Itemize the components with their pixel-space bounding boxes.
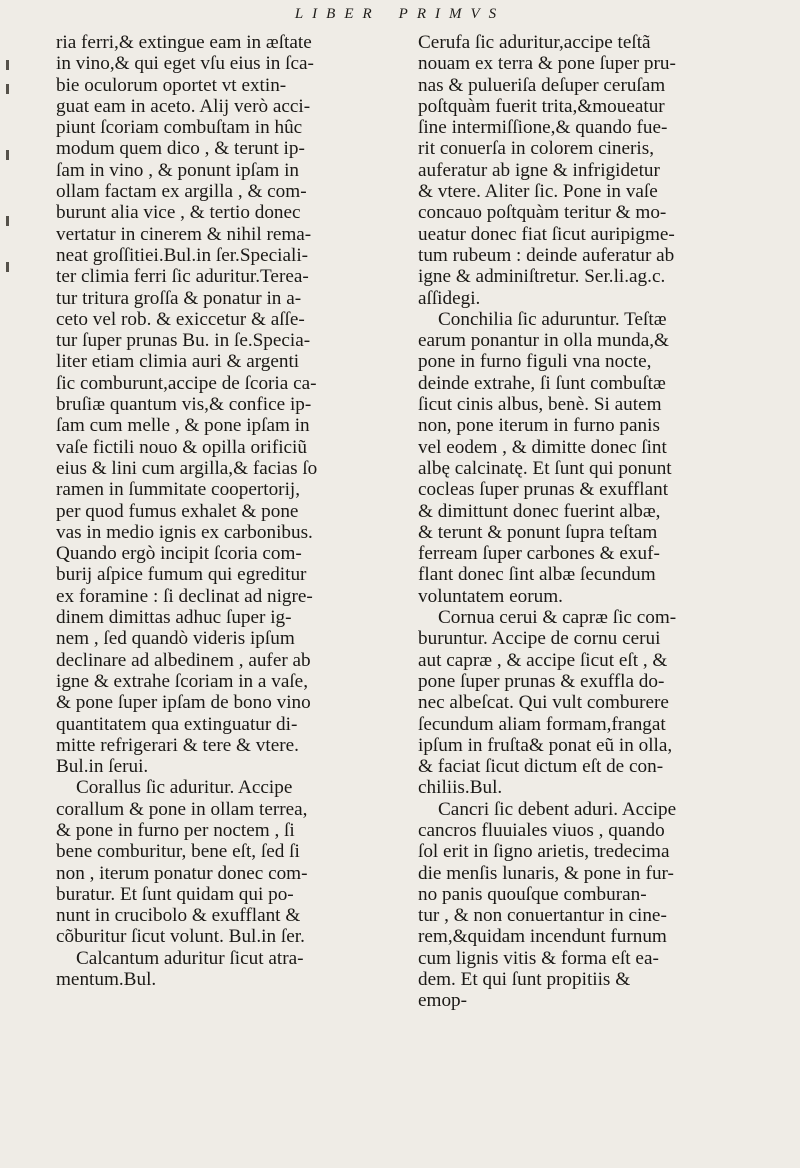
text-line: rem,&quidam incendunt furnum [418, 926, 667, 948]
text-line: flant donec ſint albæ ſecundum [418, 564, 656, 586]
text-line: ramen in ſummitate coopertorij, [56, 479, 301, 501]
text-line: ferream ſuper carbones & exuf- [418, 543, 660, 565]
text-line: cocleas ſuper prunas & exufflant [418, 479, 669, 501]
text-line: piunt ſcoriam combuſtam in hûc [56, 117, 303, 139]
text-line: ſicut cinis albus, benè. Si autem [418, 394, 662, 416]
text-line: cõburitur ſicut volunt. Bul.in ſer. [56, 926, 305, 948]
text-line: & terunt & ponunt ſupra teſtam [418, 521, 658, 543]
text-line: nas & pulueriſa deſuper ceruſam [418, 74, 666, 96]
text-line: ſam cum melle , & pone ipſam in [56, 415, 310, 437]
text-line: tum rubeum : deinde auferatur ab [418, 244, 675, 266]
header-word-liber: LIBER [294, 6, 381, 22]
header-word-primvs: PRIMVS [398, 6, 506, 22]
text-line: & pone ſuper ipſam de bono vino [56, 692, 311, 714]
text-line: voluntatem eorum. [418, 585, 563, 607]
text-line: corallum & pone in ollam terrea, [56, 798, 308, 820]
text-line: ria ferri,& extingue eam in æſtate [56, 32, 312, 53]
text-line: chiliis.Bul. [418, 777, 503, 799]
text-line: guat eam in aceto. Alij verò acci- [56, 95, 311, 117]
text-line: pone ſuper prunas & exuffla do- [418, 670, 665, 692]
text-line: aut capræ , & accipe ſicut eſt , & [418, 649, 668, 671]
text-line: igne & extrahe ſcoriam in a vaſe, [56, 670, 308, 692]
text-line: tur tritura groſſa & ponatur in a- [56, 287, 302, 309]
text-line: Calcantum aduritur ſicut atra- [76, 947, 304, 969]
text-line: ſecundum aliam formam,frangat [418, 713, 666, 735]
text-line: cancros fluuiales viuos , quando [418, 819, 665, 841]
text-line: ollam factam ex argilla , & com- [56, 181, 307, 203]
text-line: igne & adminiſtretur. Ser.li.ag.c. [418, 266, 666, 288]
text-line: nec albeſcat. Qui vult comburere [418, 692, 669, 714]
text-line: liter etiam climia auri & argenti [56, 351, 300, 373]
text-line: in vino,& qui eget vſu eius in ſca- [56, 53, 314, 75]
text-line: nem , ſed quandò videris ipſum [56, 628, 295, 650]
text-line: earum ponantur in olla munda,& [418, 330, 669, 352]
text-line: dinem dimittas adhuc ſuper ig- [56, 607, 292, 629]
text-line: Cornua cerui & capræ ſic com- [438, 607, 677, 629]
text-line: non, pone iterum in furno panis [418, 415, 660, 437]
text-line: & vtere. Aliter ſic. Pone in vaſe [418, 181, 658, 203]
text-line: modum quem dico , & terunt ip- [56, 138, 305, 160]
text-line: tur , & non conuertantur in cine- [418, 905, 667, 927]
text-line: no panis quouſque comburan- [418, 883, 647, 905]
text-line: Bul.in ſerui. [56, 756, 149, 778]
text-line: & faciat ſicut dictum eſt de con- [418, 756, 664, 778]
text-line: aſſidegi. [418, 287, 481, 309]
text-line: buruntur. Accipe de cornu cerui [418, 628, 661, 650]
text-line: Quando ergò incipit ſcoria com- [56, 543, 302, 565]
text-line: ſine intermiſſione,& quando fue- [418, 117, 668, 139]
text-line: emop- [418, 990, 468, 1012]
text-line: Conchilia ſic aduruntur. Teſtæ [438, 308, 667, 330]
text-line: mentum.Bul. [56, 969, 157, 991]
text-line: vertatur in cinerem & nihil rema- [56, 223, 312, 245]
text-line: quantitatem qua extinguatur di- [56, 713, 298, 735]
text-line: Cerufa ſic aduritur,accipe teſtã [418, 32, 651, 53]
text-line: non , iterum ponatur donec com- [56, 862, 308, 884]
text-line: burij aſpice fumum qui egreditur [56, 564, 307, 586]
text-line: pone in furno figuli vna nocte, [418, 351, 652, 373]
text-line: nunt in crucibolo & exufflant & [56, 905, 301, 927]
text-line: vas in medio ignis ex carbonibus. [56, 521, 313, 543]
text-line: cum lignis vitis & forma eſt ea- [418, 947, 659, 969]
text-line: rit conuerſa in colorem cineris, [418, 138, 655, 160]
text-line: deinde extrahe, ſi ſunt combuſtæ [418, 372, 666, 394]
text-line: ex foramine : ſi declinat ad nigre- [56, 585, 313, 607]
text-line: vel eodem , & dimitte donec ſint [418, 436, 667, 458]
text-line: buratur. Et ſunt quidam qui po- [56, 883, 294, 905]
text-line: concauo poſtquàm teritur & mo- [418, 202, 667, 224]
text-line: ceto vel rob. & exiccetur & aſſe- [56, 308, 305, 330]
text-line: ſol erit in ſigno arietis, tredecima [418, 841, 670, 863]
text-line: per quod fumus exhalet & pone [56, 500, 299, 522]
text-line: mitte refrigerari & tere & vtere. [56, 734, 299, 756]
text-line: nouam ex terra & pone ſuper pru- [418, 53, 676, 75]
text-line: declinare ad albedinem , aufer ab [56, 649, 311, 671]
text-line: poſtquàm fuerit trita,&moueatur [418, 95, 665, 117]
text-line: die menſis lunaris, & pone in fur- [418, 862, 674, 884]
left-text-column [56, 32, 396, 990]
text-line: ſic comburunt,accipe de ſcoria ca- [56, 372, 317, 394]
text-line: neat groſſitiei.Bul.in ſer.Speciali- [56, 244, 309, 266]
text-line: & dimittunt donec fuerint albæ, [418, 500, 661, 522]
margin-marks [6, 40, 26, 300]
text-line: burunt alia vice , & tertio donec [56, 202, 301, 224]
text-line: ipſum in fruſta& ponat eũ in olla, [418, 734, 673, 756]
text-line: bruſiæ quantum vis,& confice ip- [56, 394, 312, 416]
text-line: Corallus ſic aduritur. Accipe [76, 777, 293, 799]
text-line: tur ſuper prunas Bu. in ſe.Specia- [56, 330, 311, 352]
text-line: ter climia ferri ſic aduritur.Terea- [56, 266, 309, 288]
text-line: albę calcinatę. Et ſunt qui ponunt [418, 457, 672, 479]
text-line: ueatur donec fiat ſicut auripigme- [418, 223, 675, 245]
right-text-column [418, 32, 778, 1012]
text-line: bie oculorum oportet vt extin- [56, 74, 287, 96]
text-line: vaſe fictili nouo & opilla orificiũ [56, 436, 307, 458]
text-line: dem. Et qui ſunt propitiis & [418, 969, 631, 991]
text-line: bene comburitur, bene eſt, ſed ſi [56, 841, 300, 863]
running-header [0, 6, 800, 34]
text-line: & pone in furno per noctem , ſi [56, 819, 295, 841]
text-line: eius & lini cum argilla,& facias ſo [56, 457, 318, 479]
text-line: auferatur ab igne & infrigidetur [418, 159, 660, 181]
text-line: ſam in vino , & ponunt ipſam in [56, 159, 300, 181]
text-line: Cancri ſic debent aduri. Accipe [438, 798, 677, 820]
